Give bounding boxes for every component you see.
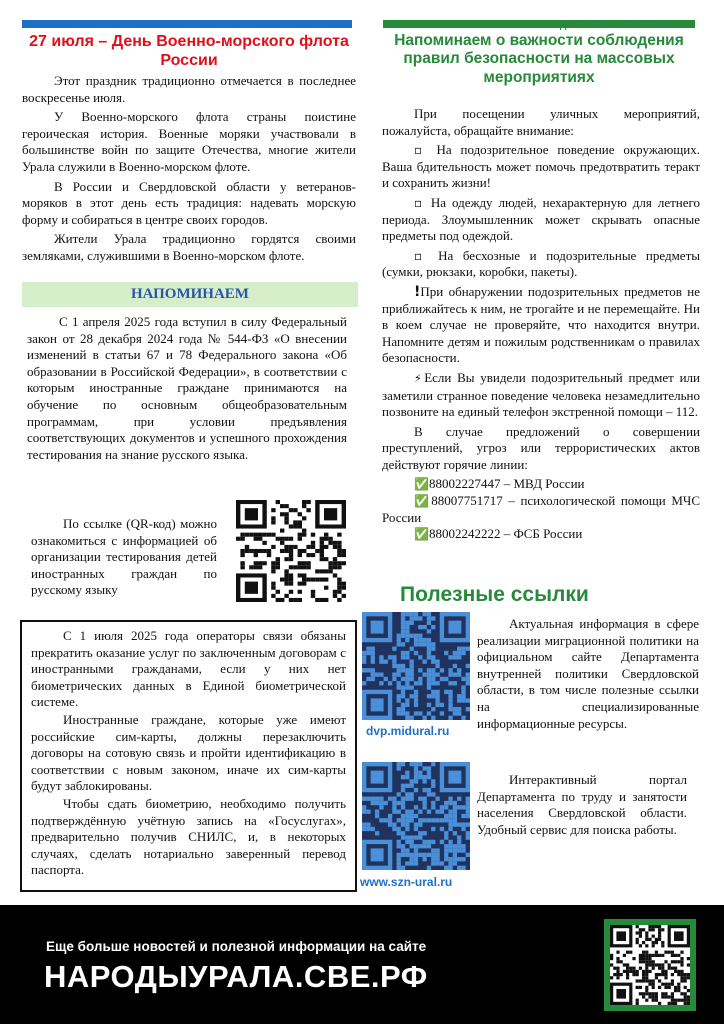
safety-article bbox=[382, 106, 700, 546]
safety-bullet bbox=[382, 195, 700, 245]
hotline-item bbox=[382, 526, 700, 543]
check-icon: ✅ bbox=[414, 494, 432, 509]
useful-links-title: Полезные ссылки bbox=[400, 583, 589, 606]
navy-day-paragraph: Этот праздник традиционно отмечается в последнее воскресенье июля. bbox=[22, 73, 356, 105]
navy-day-title: 27 июля – День Военно-морского флота России bbox=[29, 33, 349, 69]
qr-code-dvp[interactable] bbox=[362, 612, 470, 720]
safety-intro: При посещении уличных мероприятий, пожалуйста, обращайте внимание: bbox=[382, 106, 700, 138]
hotline-item bbox=[382, 476, 700, 493]
link-dvp-description: Актуальная информация в сфере реализации миграционной политики на официальном сайте Департамента внутренней политики Свердловской области, в том числе полезные ссылки на специализированные информационные ресурсы. bbox=[477, 616, 699, 731]
safety-warning bbox=[382, 284, 700, 367]
qr-note: По ссылке (QR-код) можно ознакомиться с информацией об организации тестирования детей иностранных граждан по русскому языку bbox=[31, 516, 217, 598]
link-dvp[interactable]: dvp.midural.ru bbox=[366, 724, 450, 738]
navy-day-paragraph: В России и Свердловской области у ветеранов-моряков в этот день есть традиция: надевать морскую форму и собираться в центре своих городов. bbox=[22, 178, 356, 227]
navy-day-article bbox=[22, 32, 356, 265]
qr-code-testing[interactable] bbox=[236, 500, 346, 602]
check-icon: ✅ bbox=[414, 477, 429, 492]
qr-code-icon bbox=[362, 612, 470, 720]
qr-code-szn[interactable] bbox=[362, 762, 470, 870]
education-law-text: С 1 апреля 2025 года вступил в силу Федеральный закон от 28 декабря 2024 года № 544-ФЗ «О внесении изменений в статьи 67 и 78 Федерального закона «Об образовании в Российской Федерации», в соответствии с которым иностранные граждане принимаются на обучение по основным общеобразовательным программам, при условии предъявления соответствующих документов и успешного прохождения тестирования на знание русского языка. bbox=[27, 314, 347, 462]
bullet-icon: ▫ bbox=[414, 248, 429, 263]
welcome-label: ДОБРО ПОЖАЛОВАТЬ bbox=[560, 20, 666, 30]
sim-notice-paragraph: Чтобы сдать биометрию, необходимо получить подтверждённую учётную запись на «Госуслугах», предварительно получив СНИЛС, и, в некоторых случаях, сделать нотариально заверенный перевод паспорта. bbox=[31, 795, 346, 878]
lightning-icon: ⚡ bbox=[414, 371, 425, 385]
bullet-icon: ▫ bbox=[414, 195, 425, 210]
hotline-text: 88002227447 – МВД России bbox=[428, 476, 585, 492]
check-icon: ✅ bbox=[414, 527, 429, 542]
bullet-icon: ▫ bbox=[414, 143, 428, 158]
safety-call bbox=[382, 370, 700, 421]
footer-tagline: Еще больше новостей и полезной информации на сайте bbox=[46, 939, 427, 954]
qr-code-icon bbox=[236, 500, 346, 602]
hotline-text: 88007751717 – психологической помощи МЧС России bbox=[382, 493, 700, 525]
footer-banner bbox=[0, 905, 724, 1024]
safety-bullet bbox=[382, 248, 700, 281]
safety-title: Напоминаем о важности соблюдения правил безопасности на массовых мероприятиях bbox=[394, 32, 684, 86]
sim-card-notice bbox=[20, 620, 357, 892]
qr-code-icon bbox=[362, 762, 470, 870]
top-accent-bar-blue bbox=[22, 20, 352, 28]
safety-call-text: Если Вы увидели подозрительный предмет или заметили странное поведение человека незамедлительно позвоните на единый телефон экстренной помощи – 112. bbox=[382, 369, 700, 420]
link-szn[interactable]: www.szn-ural.ru bbox=[360, 875, 453, 889]
navy-day-paragraph: Жители Урала традиционно гордятся своими земляками, служившими в Военно-морском флоте. bbox=[22, 231, 356, 263]
sim-notice-paragraph: С 1 июля 2025 года операторы связи обязаны прекратить оказание услуг по заключенным договорам с иностранными гражданами, если у них нет биометрических данных в Единой биометрической системе. bbox=[31, 628, 346, 710]
safety-bullet-text: На одежду людей, нехарактерную для летнего периода. Злоумышленник может скрывать опасные предметы под одеждой. bbox=[382, 194, 700, 244]
safety-bullet bbox=[382, 142, 700, 192]
safety-bullet-text: На бесхозные и подозрительные предметы (сумки, рюкзаки, коробки, пакеты). bbox=[382, 247, 700, 280]
navy-day-paragraph: У Военно-морского флота страны поистине героическая история. Военные моряки участвовали в большинстве войн по защите Отечества, многие жители Урала служили в Военно-морском флоте. bbox=[22, 109, 356, 174]
link-szn-description: Интерактивный портал Департамента по труду и занятости населения Свердловской области. Удобный сервис для поиска работы. bbox=[477, 772, 687, 837]
hotline-text: 88002242222 – ФСБ России bbox=[428, 526, 583, 542]
footer-site-link[interactable]: НАРОДЫУРАЛА.СВЕ.РФ bbox=[44, 959, 428, 994]
safety-bullet-text: На подозрительное поведение окружающих. Ваша бдительность может помочь предотвратить теракт и сохранить жизни! bbox=[382, 142, 700, 191]
hotlines-intro: В случае предложений о совершении преступлений, угроз или террористических актов действуют горячие линии: bbox=[382, 423, 700, 472]
reminder-banner: НАПОМИНАЕМ bbox=[22, 282, 358, 307]
safety-warning-text: При обнаружении подозрительных предметов не приближайтесь к ним, не трогайте и не перемещайте. Ни в коем случае не проверяйте, что находится внутри. Напомните детям и пожилым родственникам о правилах безопасности. bbox=[382, 283, 700, 366]
sim-notice-paragraph: Иностранные граждане, которые уже имеют российские сим-карты, должны перезаключить договоры на сотовую связь и пройти идентификацию в соответствии с новым законом, иначе их сим-карты будут заблокированы. bbox=[31, 711, 346, 794]
exclamation-icon: ! bbox=[414, 283, 421, 300]
footer-qr-code[interactable] bbox=[604, 919, 696, 1011]
hotline-item bbox=[382, 493, 700, 526]
qr-code-icon bbox=[610, 925, 690, 1005]
